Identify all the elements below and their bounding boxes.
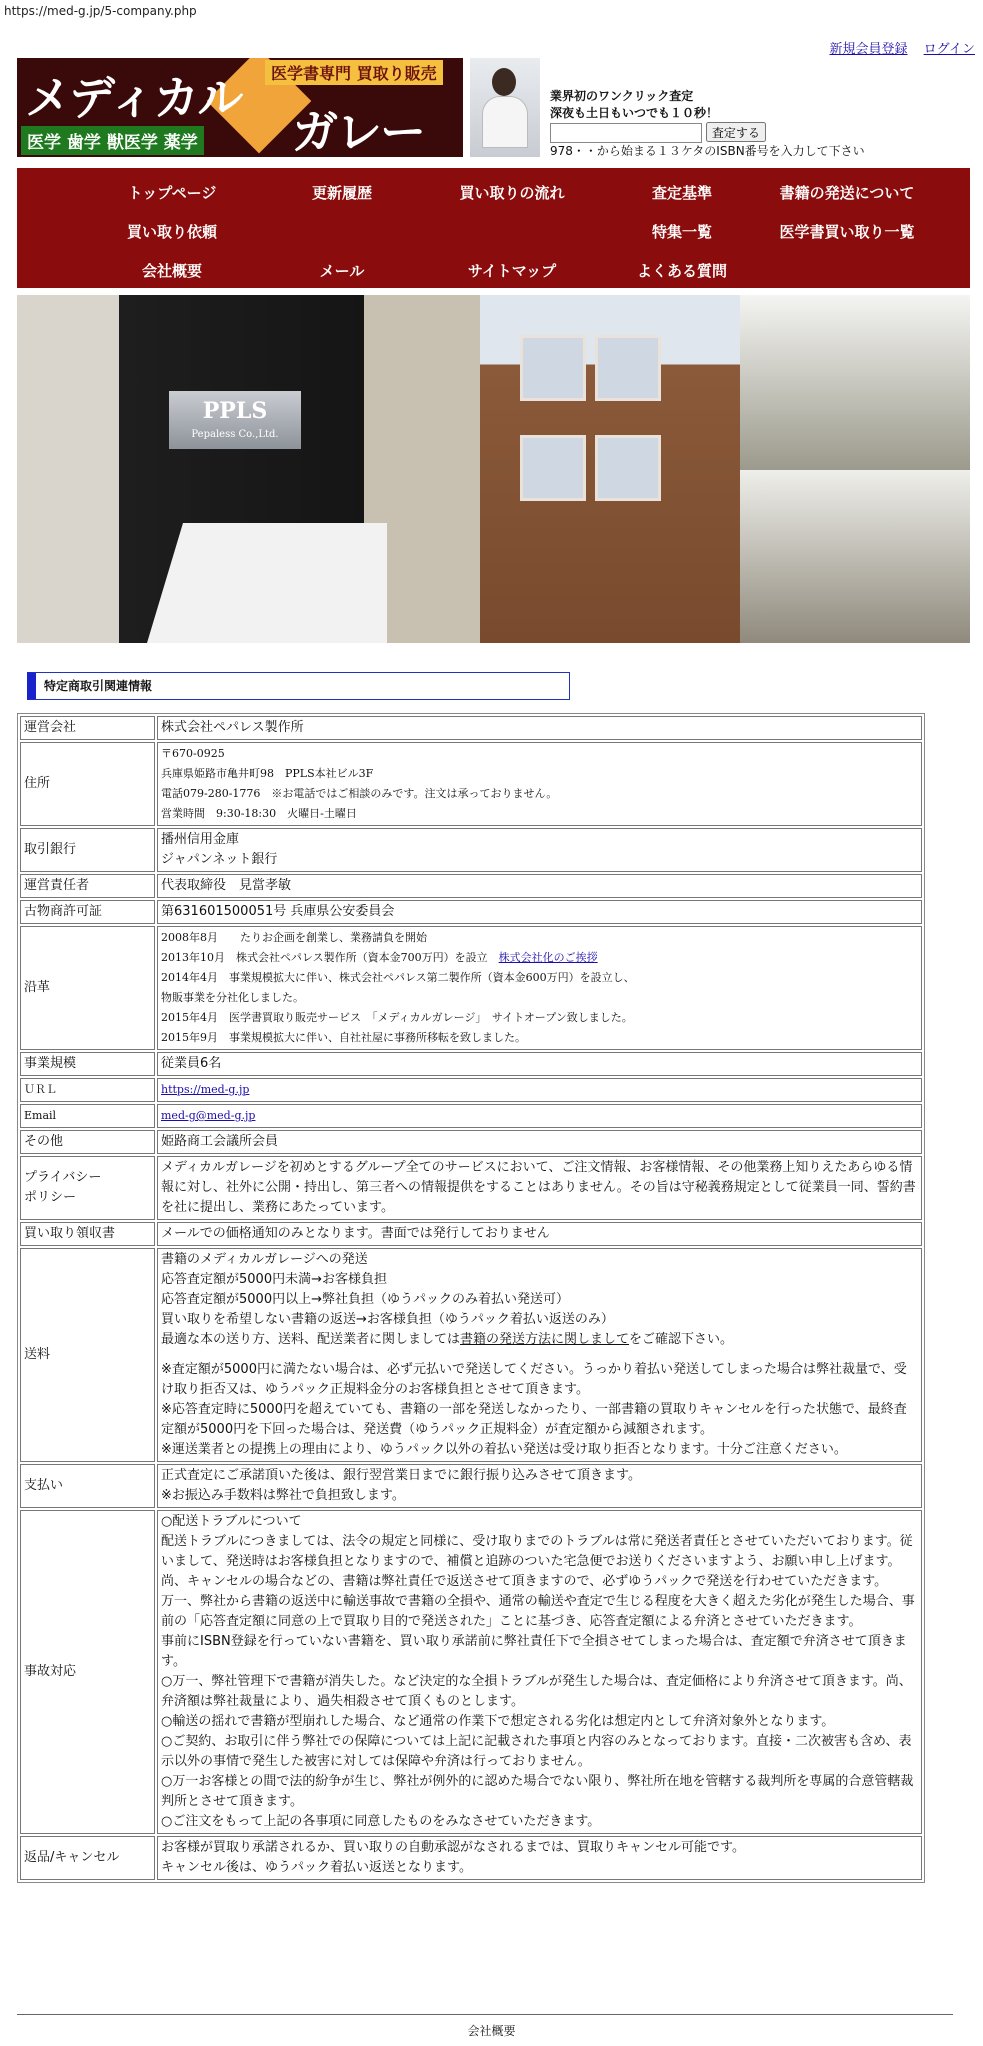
- isbn-input[interactable]: [550, 123, 702, 143]
- shipping-line: 買い取りを希望しない書籍の返送→お客様負担（ゆうパック着払い返送のみ）: [161, 1312, 614, 1327]
- building-window: [520, 435, 586, 501]
- nav-mail[interactable]: メール: [319, 262, 365, 280]
- row-value: [157, 1464, 922, 1508]
- shipping-line: 応答査定額が5000円未満→お客様負担: [161, 1272, 387, 1287]
- operator-head: [492, 68, 516, 96]
- accident-para: ○万一、弊社管理下で書籍が消失した。など決定的な全損トラブルが発生した場合は、査定価格により弁済させて頂きます。尚、弁済額は弊社裁量により、過失相殺させて頂くものとします。: [161, 1674, 912, 1709]
- accident-para: 事前にISBN登録を行っていない書籍を、買い取り承諾前に弊社責任下で全損させてしまった場合は、査定額で弁済させて頂きます。: [161, 1634, 907, 1669]
- row-label: 古物商許可証: [20, 900, 155, 924]
- login-link[interactable]: ログイン: [923, 42, 975, 57]
- reception-desk: [147, 523, 387, 643]
- company-sign-text: PPLS: [202, 398, 268, 424]
- history-line: 2008年8月 たりお企画を創業し、業務請負を開始: [161, 931, 427, 944]
- shipping-note: ※運送業者との提携上の理由により、ゆうパック以外の着払い発送は受け取り拒否となります。十分ご注意ください。: [161, 1442, 847, 1457]
- history-line: [161, 948, 918, 968]
- table-row: [20, 1836, 922, 1880]
- history-text: 2013年10月 株式会社ペパレス製作所（資本金700万円）を設立: [161, 951, 488, 964]
- row-value: [157, 828, 922, 872]
- nav-company[interactable]: 会社概要: [141, 262, 202, 280]
- row-value: [157, 1836, 922, 1880]
- row-label: 送料: [20, 1248, 155, 1462]
- row-value: 従業員6名: [157, 1052, 922, 1076]
- row-label: その他: [20, 1130, 155, 1154]
- company-sign: [169, 391, 301, 449]
- operator-photo: [470, 58, 540, 157]
- shipping-line: [161, 1330, 918, 1350]
- row-label: 買い取り領収書: [20, 1222, 155, 1246]
- nav-shipping[interactable]: 書籍の発送について: [779, 184, 915, 202]
- row-value: メールでの価格通知のみとなります。書面では発行しておりません: [157, 1222, 922, 1246]
- row-label: 運営責任者: [20, 874, 155, 898]
- row-label: 事業規模: [20, 1052, 155, 1076]
- table-row: [20, 1464, 922, 1508]
- bank-2: ジャパンネット銀行: [161, 852, 278, 867]
- photo-warehouse-2: [740, 470, 970, 643]
- row-value: [157, 1104, 922, 1128]
- shipping-note: ※査定額が5000円に満たない場合は、必ず元払いで発送してください。うっかり着払い発送してしまった場合は弊社裁量で、受け取り拒否又は、ゆうパック正規料金分のお客様負担とさせて頂きます。: [161, 1362, 907, 1397]
- main-nav: [17, 168, 970, 288]
- register-link[interactable]: 新規会員登録: [829, 42, 908, 57]
- accident-para: ○万一お客様との間で法的紛争が生じ、弊社が例外的に認めた場合でない限り、弊社所在地を管轄する裁判所を専属的合意管轄裁判所とさせて頂きます。: [161, 1774, 914, 1809]
- top-links: [817, 38, 975, 57]
- shipping-method-link[interactable]: 書籍の発送方法に関しまして: [460, 1332, 630, 1347]
- section-title: 特定商取引関連情報: [27, 672, 570, 700]
- isbn-hint: 978・・から始まる１３ケタのISBN番号を入力して下さい: [550, 144, 865, 158]
- nav-faq[interactable]: よくある質問: [636, 262, 727, 280]
- row-value: [157, 1248, 922, 1462]
- accident-para: ○ご契約、お取引に伴う弊社での保障については上記に記載された事項と内容のみとなっております。直接・二次被害も含め、表示以外の事情で発生した被害に対しては保障や弁済は行っておりません。: [161, 1734, 912, 1769]
- row-label: 返品/キャンセル: [20, 1836, 155, 1880]
- row-label: 住所: [20, 742, 155, 826]
- accident-para: 尚、キャンセルの場合などの、書籍は弊社責任で返送させて頂きますので、必ずゆうパックで発送を行わせていただきます。: [161, 1574, 888, 1589]
- footer-company[interactable]: 会社概要: [467, 2024, 516, 2038]
- shipping-text: 最適な本の送り方、送料、配送業者に関しましては: [161, 1332, 461, 1347]
- nav-buy-list[interactable]: 医学書買い取り一覧: [779, 223, 915, 241]
- cancel-line: お客様が買取り承諾されるか、買い取りの自動承認がなされるまでは、買取りキャンセル可能です。: [161, 1840, 745, 1855]
- accident-para: 配送トラブルにつきましては、法令の規定と同様に、受け取りまでのトラブルは常に発送者責任とさせていただいております。従いまして、発送時はお客様負担となりますので、補償と追跡のついた宅急便でお送りくださいますよう、お願い申し上げます。: [161, 1534, 913, 1569]
- payment-line: 正式査定にご承諾頂いた後は、銀行翌営業日までに銀行振り込みさせて頂きます。: [161, 1468, 641, 1483]
- business-hours: 営業時間 9:30-18:30 火曜日-土曜日: [161, 807, 357, 820]
- table-row: [20, 1222, 922, 1246]
- isbn-search: [550, 88, 865, 160]
- row-label: 運営会社: [20, 716, 155, 740]
- nav-updates[interactable]: 更新履歴: [311, 184, 372, 202]
- row-label: 事故対応: [20, 1510, 155, 1834]
- row-value: [157, 926, 922, 1050]
- table-row: [20, 1510, 922, 1834]
- table-row: [20, 742, 922, 826]
- row-label: Email: [20, 1104, 155, 1128]
- address-line: 兵庫県姫路市亀井町98 PPLS本社ビル3F: [161, 767, 374, 780]
- shipping-note: ※応答査定時に5000円を超えていても、書籍の一部を発送しなかったり、一部書籍の買取りキャンセルを行った状態で、最終査定額が5000円を下回った場合は、発送費（ゆうパック正規料金）が査定額から減額されます。: [161, 1402, 907, 1437]
- logo-text-medical: メディカル: [25, 71, 242, 125]
- privacy-label-2: ポリシー: [24, 1190, 77, 1205]
- shipping-line: 応答査定額が5000円以上→弊社負担（ゆうパックのみ着払い発送可）: [161, 1292, 569, 1307]
- table-row: [20, 1052, 922, 1076]
- accident-para: 万一、弊社から書籍の返送中に輸送事故で書籍の全損や、通常の輸送や査定で生じる程度を大きく超えた劣化が発生した場合、事前の「応答査定額に同意の上で買取り目的で発送された」ことに基づき、応答査定額による弁済とさせていただきます。: [161, 1594, 915, 1629]
- shipping-line: 書籍のメディカルガレージへの発送: [161, 1252, 368, 1267]
- table-row: [20, 900, 922, 924]
- row-value: 姫路商工会議所会員: [157, 1130, 922, 1154]
- row-value: [157, 742, 922, 826]
- accident-para: ○ご注文をもって上記の各事項に同意したものをみなさせていただきます。: [161, 1814, 601, 1829]
- row-label: 支払い: [20, 1464, 155, 1508]
- row-label: [20, 1156, 155, 1220]
- table-row: [20, 874, 922, 898]
- nav-request[interactable]: 買い取り依頼: [126, 223, 217, 241]
- postal-code: 〒670-0925: [161, 747, 225, 760]
- table-row: [20, 1078, 922, 1102]
- office-photos: [17, 295, 970, 643]
- row-value: [157, 1078, 922, 1102]
- row-value: 第631601500051号 兵庫県公安委員会: [157, 900, 922, 924]
- table-row: [20, 828, 922, 872]
- appraise-button[interactable]: 査定する: [706, 122, 766, 142]
- operator-torso: [482, 96, 528, 148]
- logo-text-garage: ガレー: [292, 105, 424, 157]
- table-row: [20, 926, 922, 1050]
- cancel-line: キャンセル後は、ゆうパック着払い返送となります。: [161, 1860, 472, 1875]
- logo-tagline-specialty: 医学書専門 買取り販売: [265, 60, 443, 85]
- row-label: 取引銀行: [20, 828, 155, 872]
- footer-divider: [17, 2014, 953, 2015]
- isbn-subheadline: 深夜も土日もいつでも１０秒！: [550, 106, 719, 120]
- nav-sitemap[interactable]: サイトマップ: [467, 262, 557, 280]
- row-value: 代表取締役 見當孝敏: [157, 874, 922, 898]
- accident-para: ○配送トラブルについて: [161, 1514, 302, 1529]
- shipping-text: をご確認下さい。: [629, 1332, 734, 1347]
- history-line: 2014年4月 事業規模拡大に伴い、株式会社ペパレス第二製作所（資本金600万円）を設立し、: [161, 971, 635, 984]
- table-row: [20, 716, 922, 740]
- row-label: 沿革: [20, 926, 155, 1050]
- building-window: [595, 435, 661, 501]
- email-link[interactable]: med-g@med-g.jp: [161, 1109, 256, 1122]
- photo-warehouse-1: [740, 295, 970, 470]
- history-line: 物販事業を分社化しました。: [161, 991, 304, 1004]
- bank-1: 播州信用金庫: [161, 832, 240, 847]
- history-line: 2015年4月 医学書買取り販売サービス 「メディカルガレージ」 サイトオープン致しました。: [161, 1011, 633, 1024]
- privacy-label-1: プライバシー: [24, 1170, 102, 1185]
- company-sign-subtext: Pepaless Co.,Ltd.: [191, 429, 279, 440]
- table-row: [20, 1130, 922, 1154]
- nav-top[interactable]: トップページ: [127, 184, 217, 202]
- photo-building: [480, 295, 740, 643]
- building-window: [595, 335, 661, 401]
- history-line: 2015年9月 事業規模拡大に伴い、自社社屋に事務所移転を致しました。: [161, 1031, 526, 1044]
- nav-flow[interactable]: 買い取りの流れ: [459, 184, 565, 202]
- table-row: [20, 1156, 922, 1220]
- row-value: [157, 1510, 922, 1834]
- photo-reception: [17, 295, 480, 643]
- payment-line: ※お振込み手数料は弊社で負担致します。: [161, 1488, 405, 1503]
- site-logo[interactable]: [17, 58, 463, 157]
- row-label: ＵＲＬ: [20, 1078, 155, 1102]
- address-bar[interactable]: https://med-g.jp/5-company.php: [4, 4, 197, 18]
- nav-features[interactable]: 特集一覧: [651, 223, 712, 241]
- row-value: 株式会社ペパレス製作所: [157, 716, 922, 740]
- nav-criteria[interactable]: 査定基準: [651, 184, 712, 202]
- accident-para: ○輸送の揺れで書籍が型崩れした場合、など通常の作業下で想定される劣化は想定内として弁済対象外となります。: [161, 1714, 835, 1729]
- logo-tagline-fields: 医学 歯学 獣医学 薬学: [21, 126, 204, 155]
- table-row: [20, 1248, 922, 1462]
- company-info-table: [17, 713, 925, 1883]
- building-window: [520, 335, 586, 401]
- isbn-headline: 業界初のワンクリック査定: [550, 89, 694, 103]
- table-row: [20, 1104, 922, 1128]
- row-value: メディカルガレージを初めとするグループ全てのサービスにおいて、ご注文情報、お客様情報、その他業務上知りえたあらゆる情報に対し、社外に公開・持出し、第三者への情報提供をすることはありません。その旨は守秘義務規定として従業員一同、誓約書を社に提出し、業務にあたっています。: [157, 1156, 922, 1220]
- incorporation-greeting-link[interactable]: 株式会社化のご挨拶: [498, 951, 598, 964]
- site-url-link[interactable]: https://med-g.jp: [161, 1083, 250, 1096]
- phone-line: 電話079-280-1776 ※お電話ではご相談のみです。注文は承っておりません。: [161, 787, 558, 800]
